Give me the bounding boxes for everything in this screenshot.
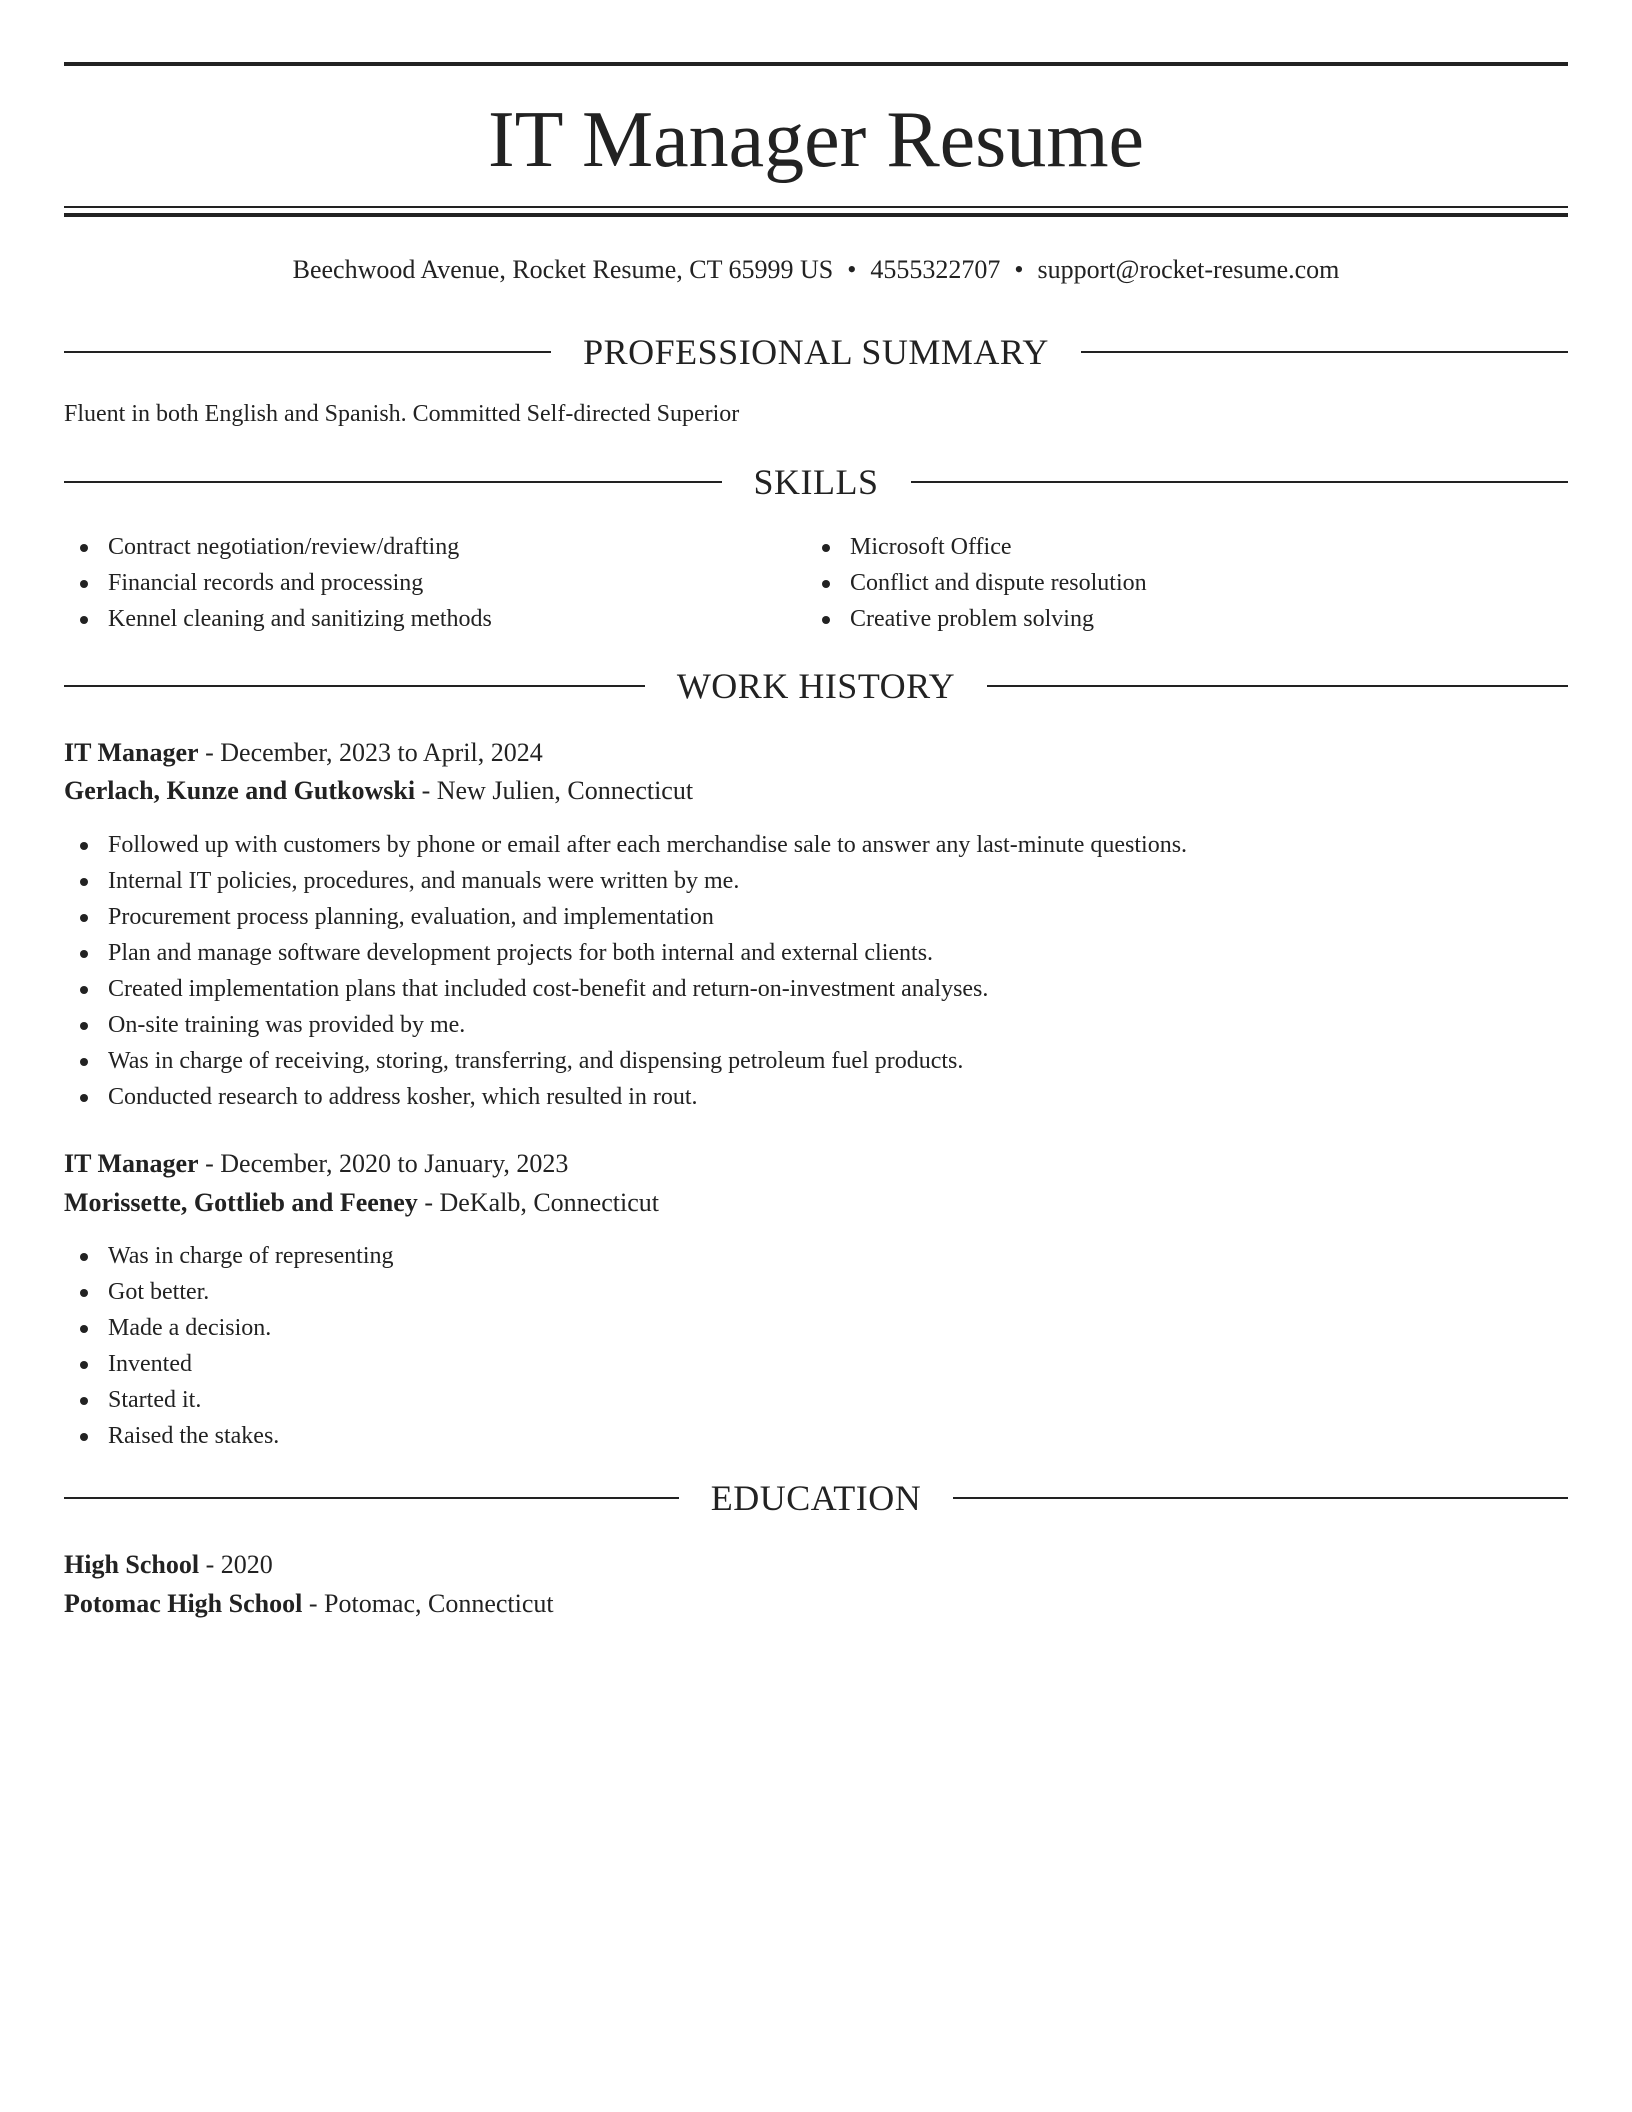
skill-item: Contract negotiation/review/drafting [64,529,492,565]
skill-item: Conflict and dispute resolution [806,565,1147,601]
job-duties-list [64,827,1187,1115]
job-duty: Internal IT policies, procedures, and manuals were written by me. [64,863,1187,899]
job-location: New Julien, Connecticut [436,776,694,805]
summary-text: Fluent in both English and Spanish. Committed Self-directed Superior [64,401,740,427]
section-title: SKILLS [753,462,879,502]
work-history-heading [64,664,1568,708]
skill-item: Microsoft Office [806,529,1147,565]
job-dash: - [421,776,431,805]
job-title-line [64,1145,568,1183]
job-duty: Raised the stakes. [64,1418,394,1454]
job-duty: On-site training was provided by me. [64,1007,1187,1043]
education-location: Potomac, Connecticut [324,1589,554,1618]
summary-heading [64,330,1568,374]
job-title: IT Manager [64,1149,199,1178]
job-duty: Plan and manage software development projects for both internal and external clients. [64,935,1187,971]
heading-rule [64,351,551,353]
skills-list-left [64,529,492,637]
education-dash: - [308,1589,318,1618]
section-title: EDUCATION [710,1478,922,1518]
education-school-line [64,1585,554,1623]
heading-rule [911,481,1569,483]
skill-item: Creative problem solving [806,601,1147,637]
header-rule-thin [64,206,1568,208]
job-duty: Conducted research to address kosher, which resulted in rout. [64,1079,1187,1115]
job-duty: Invented [64,1346,394,1382]
education-dash: - [205,1550,215,1579]
job-duty: Followed up with customers by phone or email after each merchandise sale to answer any last-minute questions. [64,827,1187,863]
job-company-line [64,772,693,810]
education-heading [64,1476,1568,1520]
job-duty: Got better. [64,1274,394,1310]
heading-rule [64,685,645,687]
education-school: Potomac High School [64,1589,303,1618]
job-company: Gerlach, Kunze and Gutkowski [64,776,416,805]
job-title-line [64,734,543,772]
job-dash: - [205,1149,214,1178]
contact-address: Beechwood Avenue, Rocket Resume, CT 65999 US [292,255,834,284]
contact-phone: 4555322707 [870,255,1001,284]
job-duties-list [64,1238,394,1454]
contact-separator: • [1014,255,1024,284]
section-title: WORK HISTORY [676,666,956,706]
job-company-line [64,1184,659,1222]
job-duty: Procurement process planning, evaluation, and implementation [64,899,1187,935]
job-dash: - [205,738,214,767]
header-top-rule [64,62,1568,66]
job-location: DeKalb, Connecticut [439,1188,659,1217]
job-duty: Was in charge of representing [64,1238,394,1274]
heading-rule [64,481,722,483]
skills-list-right [806,529,1147,637]
education-degree: High School [64,1550,200,1579]
heading-rule [64,1497,679,1499]
contact-email: support@rocket-resume.com [1037,255,1340,284]
contact-separator: • [847,255,857,284]
education-year: 2020 [220,1550,273,1579]
skill-item: Financial records and processing [64,565,492,601]
job-dates: December, 2020 to January, 2023 [220,1149,569,1178]
job-dates: December, 2023 to April, 2024 [220,738,543,767]
heading-rule [987,685,1568,687]
heading-rule [1081,351,1568,353]
job-duty: Started it. [64,1382,394,1418]
job-duty: Created implementation plans that included cost-benefit and return-on-investment analyses. [64,971,1187,1007]
header-rule-thick [64,213,1568,217]
skill-item: Kennel cleaning and sanitizing methods [64,601,492,637]
job-duty: Made a decision. [64,1310,394,1346]
contact-line [64,252,1568,288]
section-title: PROFESSIONAL SUMMARY [583,332,1049,372]
job-company: Morissette, Gottlieb and Feeney [64,1188,418,1217]
job-duty: Was in charge of receiving, storing, transferring, and dispensing petroleum fuel products. [64,1043,1187,1079]
job-dash: - [424,1188,433,1217]
page-title: IT Manager Resume [487,96,1145,184]
education-degree-line [64,1546,273,1584]
skills-heading [64,460,1568,504]
heading-rule [953,1497,1568,1499]
job-title: IT Manager [64,738,199,767]
